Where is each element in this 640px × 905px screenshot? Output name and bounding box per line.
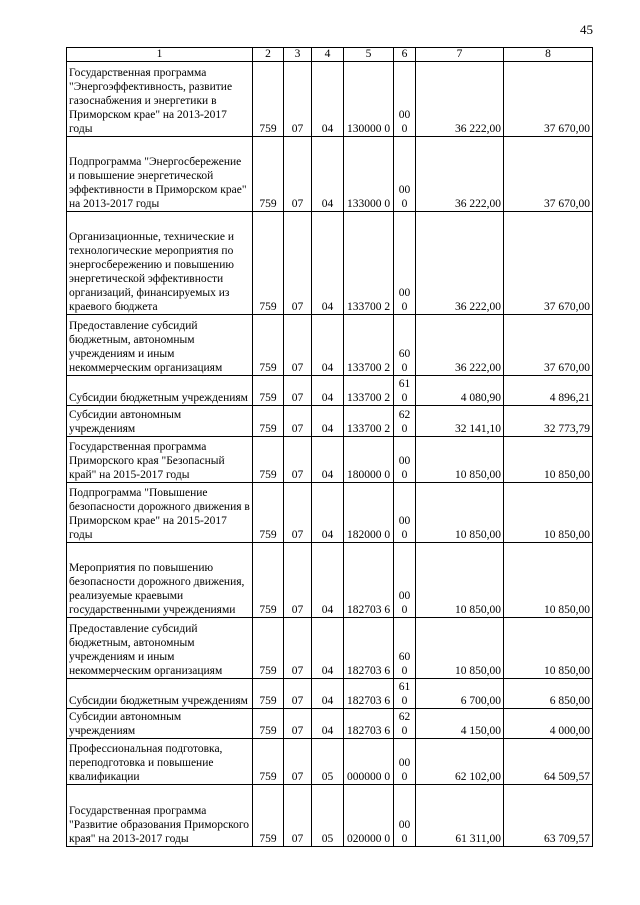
row-rz: 07	[284, 543, 312, 618]
row-sum-2016: 61 311,00	[416, 785, 504, 847]
row-rz: 07	[284, 785, 312, 847]
table-row	[67, 406, 593, 437]
row-name: Подпрограмма "Повышение безопасности дорожного движения в Приморском крае" на 2015-2017 годы	[67, 483, 253, 543]
row-ved: 759	[253, 785, 284, 847]
row-pr: 04	[312, 543, 344, 618]
row-vr: 60 0	[394, 618, 416, 679]
table-row	[67, 739, 593, 785]
row-rz: 07	[284, 739, 312, 785]
table-row	[67, 315, 593, 376]
table-row	[67, 709, 593, 739]
row-csr: 000000 0	[344, 739, 394, 785]
row-name: Субсидии автономным учреждениям	[67, 406, 253, 437]
row-csr: 133700 2	[344, 315, 394, 376]
row-name: Государственная программа "Развитие образования Приморского края" на 2013-2017 годы	[67, 785, 253, 847]
row-csr: 182703 6	[344, 543, 394, 618]
row-vr: 60 0	[394, 315, 416, 376]
row-rz: 07	[284, 376, 312, 406]
row-csr: 020000 0	[344, 785, 394, 847]
row-pr: 05	[312, 739, 344, 785]
row-name: Субсидии бюджетным учреждениям	[67, 679, 253, 709]
row-ved: 759	[253, 137, 284, 212]
row-vr: 00 0	[394, 62, 416, 137]
row-vr: 00 0	[394, 137, 416, 212]
row-ved: 759	[253, 376, 284, 406]
row-csr: 180000 0	[344, 437, 394, 483]
row-ved: 759	[253, 679, 284, 709]
row-sum-2017: 64 509,57	[504, 739, 593, 785]
budget-table	[66, 47, 593, 847]
row-name: Государственная программа Приморского края "Безопасный край" на 2015-2017 годы	[67, 437, 253, 483]
row-csr: 130000 0	[344, 62, 394, 137]
row-sum-2017: 37 670,00	[504, 315, 593, 376]
row-vr: 62 0	[394, 709, 416, 739]
row-sum-2017: 4 000,00	[504, 709, 593, 739]
row-ved: 759	[253, 315, 284, 376]
row-sum-2017: 10 850,00	[504, 543, 593, 618]
page-number: 45	[580, 22, 593, 37]
row-sum-2016: 36 222,00	[416, 62, 504, 137]
row-ved: 759	[253, 406, 284, 437]
row-sum-2016: 10 850,00	[416, 483, 504, 543]
row-ved: 759	[253, 483, 284, 543]
header-cell: 1	[67, 48, 253, 62]
row-rz: 07	[284, 483, 312, 543]
row-pr: 05	[312, 785, 344, 847]
row-pr: 04	[312, 709, 344, 739]
row-pr: 04	[312, 483, 344, 543]
row-rz: 07	[284, 315, 312, 376]
row-ved: 759	[253, 709, 284, 739]
row-sum-2017: 37 670,00	[504, 137, 593, 212]
row-rz: 07	[284, 709, 312, 739]
row-vr: 00 0	[394, 212, 416, 315]
row-pr: 04	[312, 137, 344, 212]
row-rz: 07	[284, 62, 312, 137]
row-sum-2016: 10 850,00	[416, 437, 504, 483]
row-name: Предоставление субсидий бюджетным, автономным учреждениям и иным некоммерческим организациям	[67, 315, 253, 376]
row-pr: 04	[312, 315, 344, 376]
row-sum-2017: 10 850,00	[504, 483, 593, 543]
row-sum-2017: 63 709,57	[504, 785, 593, 847]
row-name: Подпрограмма "Энергосбережение и повышение энергетической эффективности в Приморском крае" на 2013-2017 годы	[67, 137, 253, 212]
table-row	[67, 785, 593, 847]
header-cell: 5	[344, 48, 394, 62]
row-sum-2017: 10 850,00	[504, 437, 593, 483]
table-row	[67, 679, 593, 709]
row-vr: 00 0	[394, 543, 416, 618]
row-rz: 07	[284, 679, 312, 709]
row-pr: 04	[312, 62, 344, 137]
row-vr: 61 0	[394, 376, 416, 406]
row-ved: 759	[253, 543, 284, 618]
header-cell: 2	[253, 48, 284, 62]
row-sum-2016: 36 222,00	[416, 315, 504, 376]
row-csr: 182703 6	[344, 618, 394, 679]
row-csr: 133000 0	[344, 137, 394, 212]
row-name: Профессиональная подготовка, переподготовка и повышение квалификации	[67, 739, 253, 785]
header-cell: 7	[416, 48, 504, 62]
row-csr: 133700 2	[344, 212, 394, 315]
row-rz: 07	[284, 437, 312, 483]
row-sum-2017: 37 670,00	[504, 62, 593, 137]
row-vr: 00 0	[394, 437, 416, 483]
table-row	[67, 137, 593, 212]
row-name: Организационные, технические и технологические мероприятия по энергосбережению и повышению энергетической эффективности организаций, финансируемых из краевого бюджета	[67, 212, 253, 315]
table-row	[67, 618, 593, 679]
row-sum-2016: 36 222,00	[416, 137, 504, 212]
row-name: Субсидии автономным учреждениям	[67, 709, 253, 739]
row-rz: 07	[284, 406, 312, 437]
row-rz: 07	[284, 618, 312, 679]
row-csr: 182703 6	[344, 679, 394, 709]
header-cell: 4	[312, 48, 344, 62]
row-name: Субсидии бюджетным учреждениям	[67, 376, 253, 406]
row-sum-2016: 4 150,00	[416, 709, 504, 739]
header-cell: 8	[504, 48, 593, 62]
row-sum-2017: 4 896,21	[504, 376, 593, 406]
row-name: Мероприятия по повышению безопасности дорожного движения, реализуемые краевыми государственными учреждениями	[67, 543, 253, 618]
row-csr: 133700 2	[344, 406, 394, 437]
row-sum-2016: 6 700,00	[416, 679, 504, 709]
row-ved: 759	[253, 212, 284, 315]
row-vr: 00 0	[394, 739, 416, 785]
row-vr: 00 0	[394, 785, 416, 847]
table-row	[67, 62, 593, 137]
table-row	[67, 376, 593, 406]
row-ved: 759	[253, 618, 284, 679]
row-csr: 182000 0	[344, 483, 394, 543]
row-sum-2016: 4 080,90	[416, 376, 504, 406]
row-sum-2017: 32 773,79	[504, 406, 593, 437]
header-cell: 3	[284, 48, 312, 62]
row-sum-2016: 10 850,00	[416, 543, 504, 618]
row-ved: 759	[253, 62, 284, 137]
row-name: Предоставление субсидий бюджетным, автономным учреждениям и иным некоммерческим организациям	[67, 618, 253, 679]
table-row	[67, 483, 593, 543]
row-sum-2016: 62 102,00	[416, 739, 504, 785]
row-sum-2017: 10 850,00	[504, 618, 593, 679]
row-vr: 00 0	[394, 483, 416, 543]
row-pr: 04	[312, 212, 344, 315]
row-sum-2017: 6 850,00	[504, 679, 593, 709]
table-row	[67, 212, 593, 315]
row-pr: 04	[312, 618, 344, 679]
row-csr: 133700 2	[344, 376, 394, 406]
row-pr: 04	[312, 406, 344, 437]
row-sum-2016: 10 850,00	[416, 618, 504, 679]
table-row	[67, 437, 593, 483]
row-name: Государственная программа "Энергоэффективность, развитие газоснабжения и энергетики в Приморском крае" на 2013-2017 годы	[67, 62, 253, 137]
row-pr: 04	[312, 679, 344, 709]
row-rz: 07	[284, 137, 312, 212]
row-vr: 61 0	[394, 679, 416, 709]
row-sum-2016: 32 141,10	[416, 406, 504, 437]
row-csr: 182703 6	[344, 709, 394, 739]
row-pr: 04	[312, 437, 344, 483]
table-row	[67, 543, 593, 618]
row-ved: 759	[253, 739, 284, 785]
header-cell: 6	[394, 48, 416, 62]
row-sum-2016: 36 222,00	[416, 212, 504, 315]
row-sum-2017: 37 670,00	[504, 212, 593, 315]
row-vr: 62 0	[394, 406, 416, 437]
row-pr: 04	[312, 376, 344, 406]
row-rz: 07	[284, 212, 312, 315]
header-row	[67, 48, 593, 62]
row-ved: 759	[253, 437, 284, 483]
